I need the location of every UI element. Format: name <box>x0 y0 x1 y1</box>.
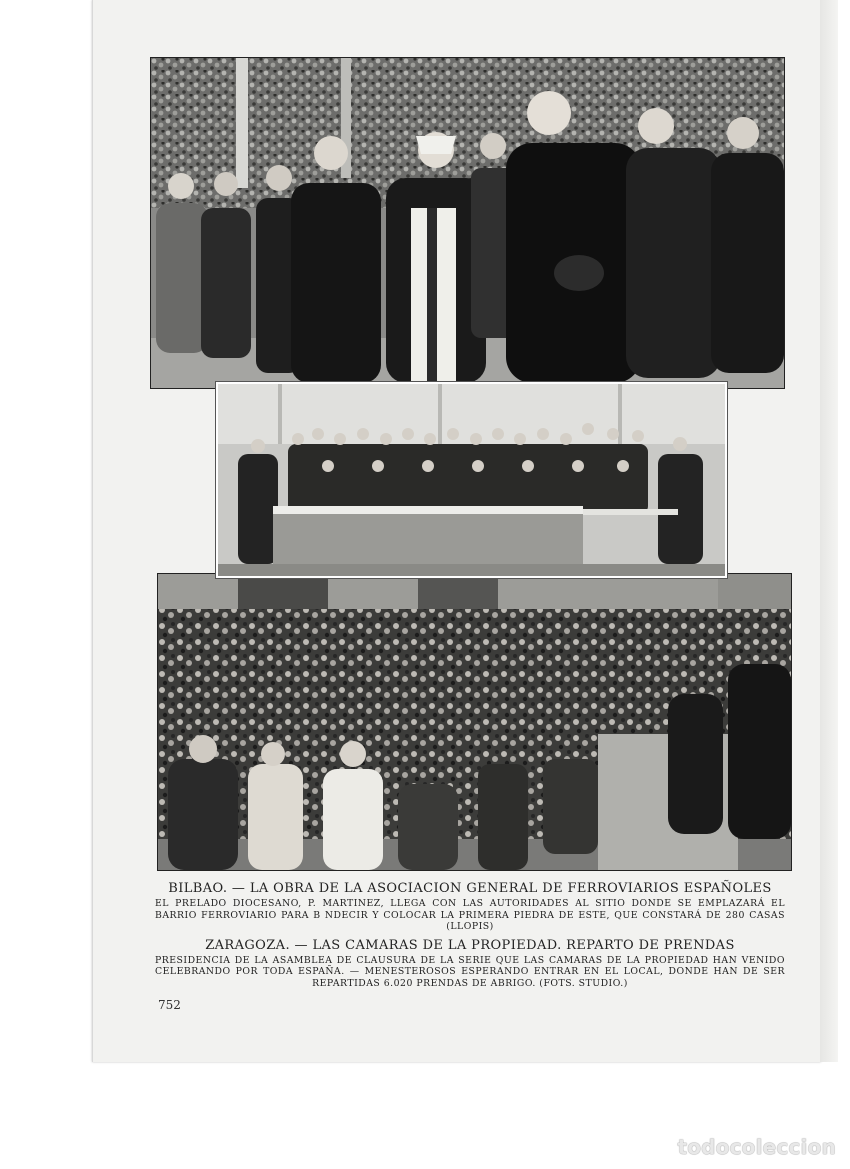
watermark-logo: todocoleccion <box>677 1135 836 1159</box>
page-edge <box>820 0 838 1062</box>
photo-zaragoza-crowd <box>157 573 792 871</box>
caption-heading-bilbao: BILBAO. — LA OBRA DE LA ASOCIACION GENERAL DE FERROVIARIOS ESPAÑOLES <box>168 881 772 896</box>
caption-block <box>155 880 785 989</box>
page-number: 752 <box>158 998 181 1012</box>
caption-text-zaragoza: PRESIDENCIA DE LA ASAMBLEA DE CLAUSURA DE LA SERIE QUE LAS CAMARAS DE LA PROPIEDAD HAN VENIDO CELEBRANDO POR TODA ESPAÑA. — MENESTEROSOS ESPERANDO ENTRAR EN EL LOCAL, DONDE HAN DE SER REPARTIDAS 6.020 PRENDAS DE ABRIGO. (FOTS. STUDIO.) <box>155 954 785 989</box>
caption-heading-zaragoza: ZARAGOZA. — LAS CAMARAS DE LA PROPIEDAD. REPARTO DE PRENDAS <box>205 937 735 953</box>
photo-zaragoza-assembly <box>216 382 727 578</box>
caption-text-bilbao: EL PRELADO DIOCESANO, P. MARTINEZ, LLEGA CON LAS AUTORIDADES AL SITIO DONDE SE EMPLAZARÁ EL BARRIO FERROVIARIO PARA B NDECIR Y COLOCAR LA PRIMERA PIEDRA DE ESTE, QUE CONSTARÁ DE 280 CASAS (LLOPIS) <box>155 898 785 932</box>
photo-bilbao-prelate <box>150 57 785 389</box>
